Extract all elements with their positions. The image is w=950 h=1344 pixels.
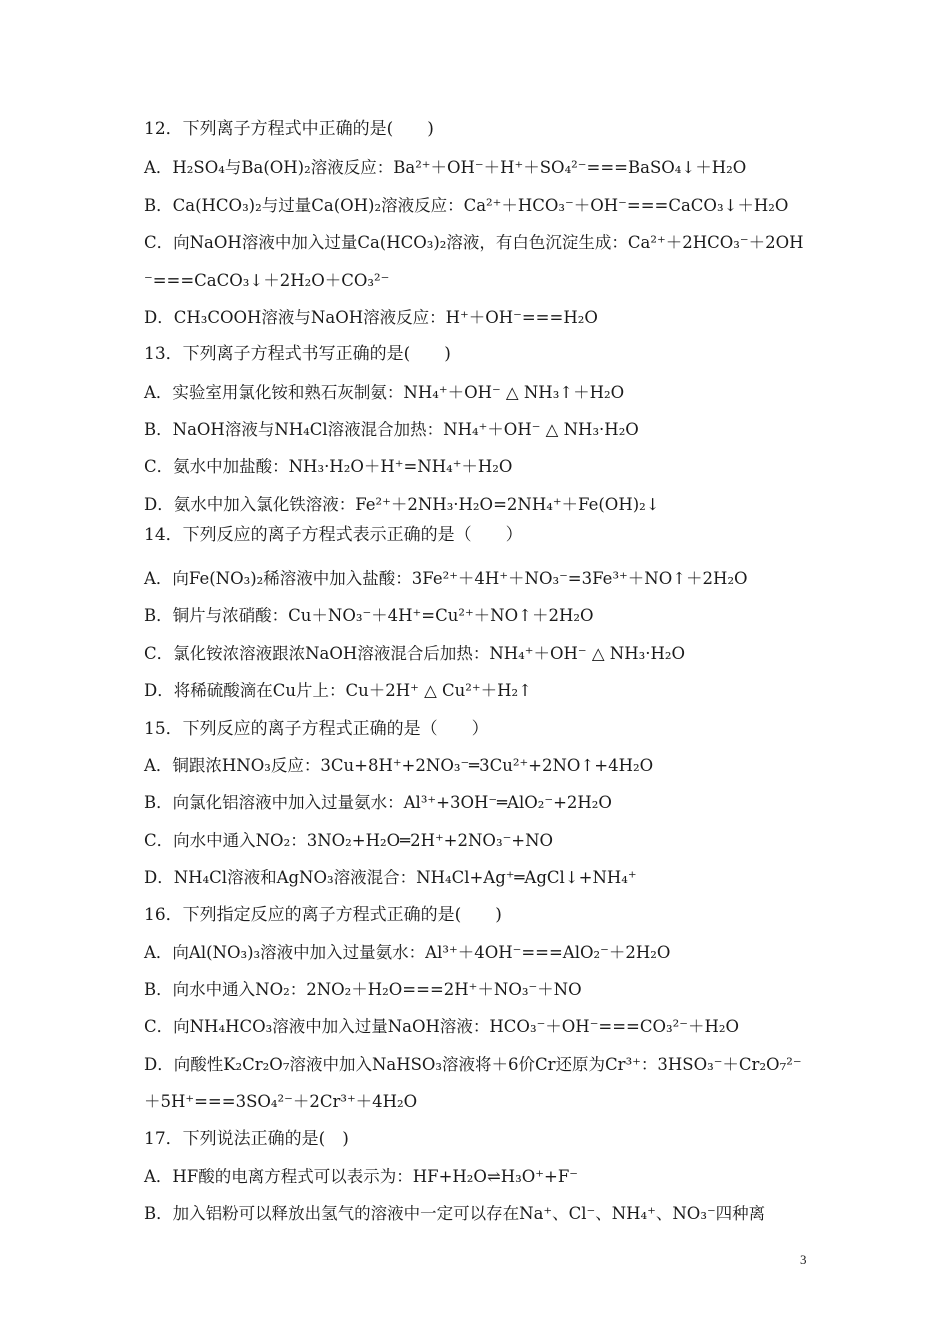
question-17-option-b: B．加入铝粉可以释放出氢气的溶液中一定可以存在Na⁺、Cl⁻、NH₄⁺、NO₃⁻四种离 bbox=[144, 1204, 766, 1223]
question-15-stem: 15．下列反应的离子方程式正确的是（ ） bbox=[144, 719, 489, 739]
question-16-option-d: D．向酸性K₂Cr₂O₇溶液中加入NaHSO₃溶液将＋6价Cr还原为Cr³⁺：3HSO₃⁻＋Cr₂O₇²⁻ bbox=[144, 1055, 802, 1074]
question-12-option-c: C．向NaOH溶液中加入过量Ca(HCO₃)₂溶液，有白色沉淀生成：Ca²⁺＋2HCO₃⁻＋2OH bbox=[144, 233, 804, 252]
question-15-option-d: D．NH₄Cl溶液和AgNO₃溶液混合：NH₄Cl+Ag⁺═AgCl↓+NH₄⁺ bbox=[144, 868, 637, 887]
question-17-option-a: A．HF酸的电离方程式可以表示为：HF+H₂O⇌H₃O⁺+F⁻ bbox=[144, 1167, 578, 1186]
question-16-option-c: C．向NH₄HCO₃溶液中加入过量NaOH溶液：HCO₃⁻＋OH⁻===CO₃²⁻＋H₂O bbox=[144, 1017, 739, 1036]
question-16-stem: 16．下列指定反应的离子方程式正确的是( ) bbox=[144, 905, 502, 925]
question-15-option-a: A．铜跟浓HNO₃反应：3Cu+8H⁺+2NO₃⁻═3Cu²⁺+2NO↑+4H₂O bbox=[144, 756, 654, 775]
question-14-option-c: C．氯化铵浓溶液跟浓NaOH溶液混合后加热：NH₄⁺＋OH⁻ △ NH₃·H₂O bbox=[144, 644, 685, 663]
question-13-stem: 13．下列离子方程式书写正确的是( ) bbox=[144, 344, 451, 364]
question-17-stem: 17．下列说法正确的是( ) bbox=[144, 1129, 349, 1149]
question-13-option-d: D．氨水中加入氯化铁溶液：Fe²⁺＋2NH₃·H₂O=2NH₄⁺＋Fe(OH)₂↓ bbox=[144, 495, 660, 514]
question-13-option-b: B．NaOH溶液与NH₄Cl溶液混合加热：NH₄⁺＋OH⁻ △ NH₃·H₂O bbox=[144, 420, 639, 439]
question-12-option-d: D．CH₃COOH溶液与NaOH溶液反应：H⁺＋OH⁻===H₂O bbox=[144, 308, 598, 327]
question-12-option-c-cont: ⁻===CaCO₃↓＋2H₂O＋CO₃²⁻ bbox=[144, 271, 390, 290]
question-12-option-b: B．Ca(HCO₃)₂与过量Ca(OH)₂溶液反应：Ca²⁺＋HCO₃⁻＋OH⁻===CaCO₃↓＋H₂O bbox=[144, 196, 789, 215]
question-16-option-a: A．向Al(NO₃)₃溶液中加入过量氨水：Al³⁺＋4OH⁻===AlO₂⁻＋2H₂O bbox=[144, 943, 671, 962]
question-12-option-a: A．H₂SO₄与Ba(OH)₂溶液反应：Ba²⁺＋OH⁻＋H⁺＋SO₄²⁻===BaSO₄↓＋H₂O bbox=[144, 158, 747, 177]
question-12-stem: 12．下列离子方程式中正确的是( ) bbox=[144, 119, 434, 139]
question-13-option-c: C．氨水中加盐酸：NH₃·H₂O＋H⁺=NH₄⁺＋H₂O bbox=[144, 457, 513, 476]
question-15-option-c: C．向水中通入NO₂：3NO₂+H₂O═2H⁺+2NO₃⁻+NO bbox=[144, 831, 554, 850]
question-16-option-d-cont: ＋5H⁺===3SO₄²⁻＋2Cr³⁺＋4H₂O bbox=[144, 1092, 418, 1111]
question-13-option-a: A．实验室用氯化铵和熟石灰制氨：NH₄⁺＋OH⁻ △ NH₃↑＋H₂O bbox=[144, 383, 625, 402]
question-15-option-b: B．向氯化铝溶液中加入过量氨水：Al³⁺+3OH⁻═AlO₂⁻+2H₂O bbox=[144, 793, 612, 812]
question-14-stem: 14．下列反应的离子方程式表示正确的是（ ） bbox=[144, 525, 523, 545]
question-14-option-a: A．向Fe(NO₃)₂稀溶液中加入盐酸：3Fe²⁺＋4H⁺＋NO₃⁻=3Fe³⁺＋NO↑＋2H₂O bbox=[144, 569, 748, 588]
question-16-option-b: B．向水中通入NO₂：2NO₂＋H₂O===2H⁺＋NO₃⁻＋NO bbox=[144, 980, 582, 999]
question-14-option-d: D．将稀硫酸滴在Cu片上：Cu＋2H⁺ △ Cu²⁺＋H₂↑ bbox=[144, 681, 532, 700]
question-14-option-b: B．铜片与浓硝酸：Cu＋NO₃⁻＋4H⁺=Cu²⁺＋NO↑＋2H₂O bbox=[144, 606, 594, 625]
page-number: 3 bbox=[800, 1252, 807, 1267]
